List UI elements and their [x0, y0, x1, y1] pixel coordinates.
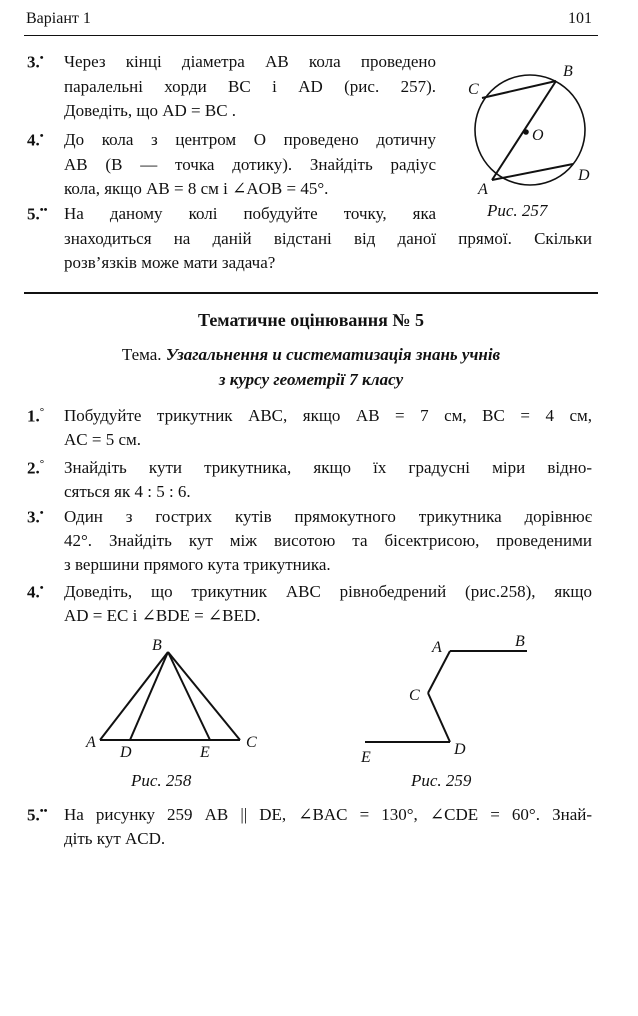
- label-d: D: [578, 167, 590, 184]
- task-number: 4.•: [27, 582, 44, 602]
- label-b: B: [515, 633, 525, 650]
- topic-line-2: з курсу геометрії 7 класу: [218, 370, 404, 389]
- task-number: 4.•: [27, 130, 44, 150]
- figure-258-caption: Рис. 258: [131, 771, 192, 790]
- segment-bd: [130, 652, 168, 740]
- task-text-line: з вершини прямого кута трикутника.: [64, 555, 331, 574]
- task-text-line: AB (B — точка дотику). Знайдіть радіус: [64, 155, 436, 174]
- label-c: C: [409, 687, 420, 704]
- task-text-line: Знайдіть кути трикутника, якщо їх градусні міри відно-: [64, 458, 592, 477]
- segment-ac: [428, 651, 450, 693]
- label-d: D: [454, 741, 466, 758]
- task-text-line: AC = 5 см.: [64, 430, 142, 449]
- task-text-line: знаходиться на даній відстані від даної прямої. Скільки: [64, 229, 592, 248]
- task-number: 3.•: [27, 52, 44, 72]
- side-ab: [100, 652, 168, 740]
- task-text-line: Доведіть, що трикутник ABC рівнобедрений (рис.258), якщо: [64, 582, 592, 601]
- task-text-line: До кола з центром O проведено дотичну: [64, 130, 436, 149]
- segment-cd: [428, 693, 450, 742]
- page-number: 101: [568, 10, 592, 27]
- figure-257: [460, 60, 600, 205]
- task-number: 5.••: [27, 805, 48, 825]
- label-a: A: [86, 734, 96, 751]
- header-rule: [24, 35, 598, 36]
- task-text-line: розв’язків може мати задача?: [64, 253, 276, 272]
- task-text-line: Один з гострих кутів прямокутного трикутника дорівнює: [64, 507, 592, 526]
- label-e: E: [361, 749, 371, 766]
- task-text-line: паралельні хорди BC і AD (рис. 257).: [64, 77, 436, 96]
- task-text-line: На даному колі побудуйте точку, яка: [64, 204, 436, 223]
- task-text-line: Побудуйте трикутник ABC, якщо AB = 7 см, BC = 4 см,: [64, 406, 592, 425]
- label-e: E: [200, 744, 210, 761]
- task-text-line: кола, якщо AB = 8 см і ∠AOB = 45°.: [64, 179, 329, 198]
- task-number: 3.•: [27, 507, 44, 527]
- task-text-line: AD = EC і ∠BDE = ∠BED.: [64, 606, 261, 625]
- label-c: C: [246, 734, 257, 751]
- task-number: 5.••: [27, 204, 48, 224]
- task-number: 1.°: [27, 406, 45, 426]
- figure-258: [80, 632, 280, 762]
- label-a: A: [478, 181, 488, 198]
- task-text-line: На рисунку 259 AB || DE, ∠BAC = 130°, ∠CDE = 60°. Знай-: [64, 805, 592, 824]
- circle: [475, 75, 585, 185]
- topic-line-1: Тема. Узагальнення и систематизація знань учнів: [121, 345, 501, 364]
- label-c: C: [468, 81, 479, 98]
- figure-259-caption: Рис. 259: [411, 771, 472, 790]
- running-header: Варіант 1: [26, 10, 91, 27]
- figure-257-caption: Рис. 257: [487, 201, 548, 220]
- chord-ad: [492, 164, 573, 180]
- task-text-line: Доведіть, що AD = BC .: [64, 101, 237, 120]
- label-a: A: [432, 639, 442, 656]
- label-b: B: [563, 63, 573, 80]
- center-point: [523, 129, 529, 135]
- label-d: D: [120, 744, 132, 761]
- figure-259: [355, 630, 545, 770]
- task-text-line: Через кінці діаметра AB кола проведено: [64, 52, 436, 71]
- task-text-line: діть кут ACD.: [64, 829, 166, 848]
- label-o: O: [532, 127, 544, 144]
- task-text-line: 42°. Знайдіть кут між висотою та бісектрисою, проведеними: [64, 531, 592, 550]
- section-divider: [24, 292, 598, 294]
- label-b: B: [152, 637, 162, 654]
- task-text-line: сяться як 4 : 5 : 6.: [64, 482, 191, 501]
- task-number: 2.°: [27, 458, 45, 478]
- section-title: Тематичне оцінювання № 5: [198, 310, 424, 330]
